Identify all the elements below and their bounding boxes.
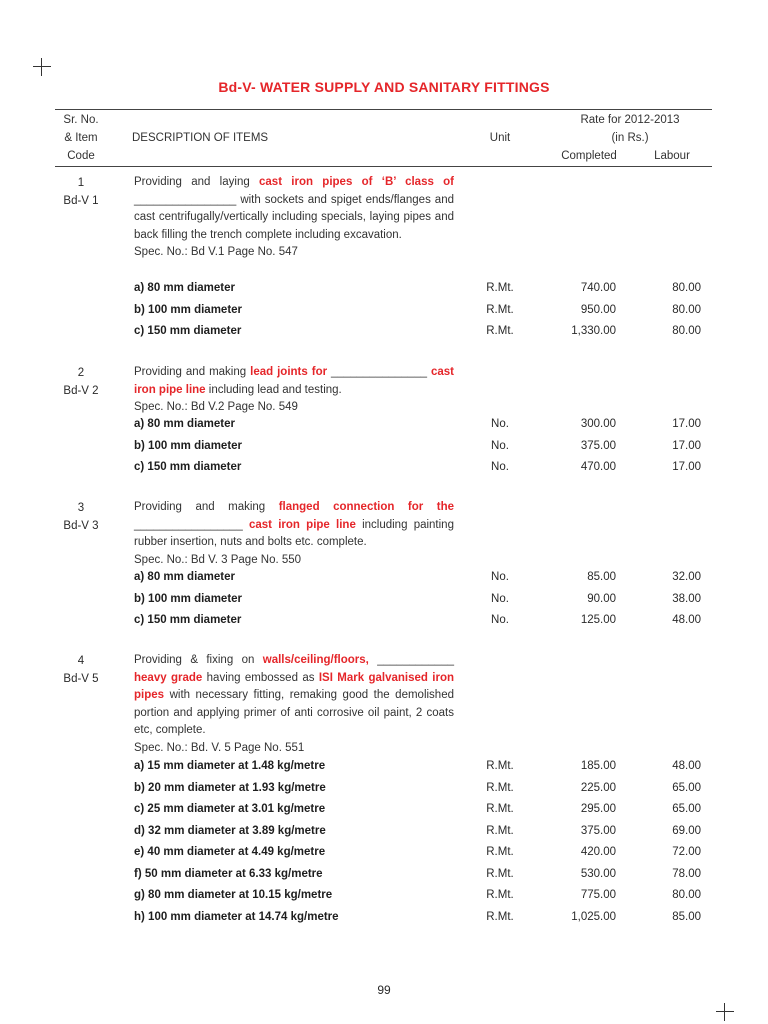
item-rate-rows: [0, 758, 768, 930]
item-description: Providing and making lead joints for _______________ cast iron pipe line including lead and testing. Spec. No.: Bd V.2 Page No. 549: [134, 364, 454, 417]
item-description: Providing and laying cast iron pipes of ‘B’ class of ________________ with sockets and spiget ends/flanges and cast centrifugally/vertically including specials, laying pipes and back filling the trench complete including excavation. Spec. No.: Bd V.1 Page No. 547: [134, 174, 454, 262]
item-number: 3 Bd-V 3: [63, 502, 99, 532]
header-unit: Unit: [489, 132, 511, 144]
table-row: c) 25 mm diameter at 3.01 kg/metre R.Mt. 295.00 65.00: [134, 803, 701, 815]
table-row: d) 32 mm diameter at 3.89 kg/metre R.Mt. 375.00 69.00: [134, 824, 701, 837]
crop-mark-bottom-right: [716, 1003, 734, 1021]
table-row: e) 40 mm diameter at 4.49 kg/metre R.Mt. 420.00 72.00: [134, 846, 701, 858]
table-top-rule: [55, 109, 712, 110]
crop-mark-top-left: [33, 58, 51, 76]
header-description: DESCRIPTION OF ITEMS: [132, 132, 269, 144]
spec-reference: Spec. No.: Bd V. 3 Page No. 550: [134, 553, 302, 566]
table-row: a) 80 mm diameter R.Mt. 740.00 80.00: [134, 282, 701, 294]
item-description: Providing & fixing on walls/ceiling/floors, ____________ heavy grade having embossed as ISI Mark galvanised iron pipes with necessary fitting, remaking good the demolished portion and applying primer of anti corrosive oil paint, 2 coats etc, complete. Spec. No.: Bd. V. 5 Page No. 551: [134, 652, 454, 758]
highlight-text: cast iron pipe line: [134, 366, 454, 396]
item-number: 2 Bd-V 2: [63, 367, 99, 397]
table-row: b) 100 mm diameter No. 375.00 17.00: [134, 439, 701, 452]
highlight-text: walls/ceiling/floors,: [262, 654, 369, 666]
spec-reference: Spec. No.: Bd V.2 Page No. 549: [134, 401, 298, 414]
header-completed: Completed: [561, 150, 617, 162]
table-row: b) 100 mm diameter R.Mt. 950.00 80.00: [134, 303, 701, 316]
item-rate-rows: [0, 569, 768, 634]
highlight-text: cast iron pipes of ‘B’ class of: [259, 176, 454, 188]
table-row: a) 15 mm diameter at 1.48 kg/metre R.Mt. 185.00 48.00: [134, 760, 701, 772]
table-row: b) 100 mm diameter No. 90.00 38.00: [134, 592, 701, 605]
table-row: c) 150 mm diameter No. 125.00 48.00: [134, 614, 701, 626]
item-description: Providing and making flanged connection for the _________________ cast iron pipe line including painting rubber insertion, nuts and bolts etc. complete. Spec. No.: Bd V. 3 Page No. 550: [134, 499, 454, 569]
item-rate-rows: [0, 280, 768, 345]
spec-reference: Spec. No.: Bd V.1 Page No. 547: [134, 246, 298, 259]
table-row: g) 80 mm diameter at 10.15 kg/metre R.Mt. 775.00 80.00: [134, 889, 701, 901]
header-labour: Labour: [654, 150, 690, 162]
table-header-rule: [55, 166, 712, 167]
table-row: f) 50 mm diameter at 6.33 kg/metre R.Mt. 530.00 78.00: [134, 867, 701, 880]
spec-reference: Spec. No.: Bd. V. 5 Page No. 551: [134, 741, 305, 754]
highlight-text: lead joints for: [250, 366, 328, 378]
table-row: h) 100 mm diameter at 14.74 kg/metre R.Mt. 1,025.00 85.00: [134, 910, 701, 923]
item-number: 4 Bd-V 5: [63, 655, 99, 685]
table-row: a) 80 mm diameter No. 85.00 32.00: [134, 571, 701, 583]
highlight-text: ISI Mark galvanised iron pipes: [134, 671, 455, 702]
highlight-text: heavy grade: [134, 671, 203, 684]
item-number: 1 Bd-V 1: [63, 177, 99, 207]
highlight-text: flanged connection for the: [278, 501, 454, 513]
page-number: 99: [377, 983, 391, 997]
table-row: c) 150 mm diameter R.Mt. 1,330.00 80.00: [134, 325, 701, 337]
table-row: a) 80 mm diameter No. 300.00 17.00: [134, 418, 701, 430]
highlight-text: cast iron pipe line: [248, 518, 356, 531]
header-rate: Rate for 2012-2013 (in Rs.): [580, 114, 680, 144]
header-sr-no: Sr. No. & Item Code: [63, 114, 99, 162]
table-row: b) 20 mm diameter at 1.93 kg/metre R.Mt. 225.00 65.00: [134, 781, 701, 794]
table-row: c) 150 mm diameter No. 470.00 17.00: [134, 461, 701, 473]
page-title: Bd-V- WATER SUPPLY AND SANITARY FITTINGS: [218, 79, 550, 95]
item-rate-rows: [0, 416, 768, 481]
